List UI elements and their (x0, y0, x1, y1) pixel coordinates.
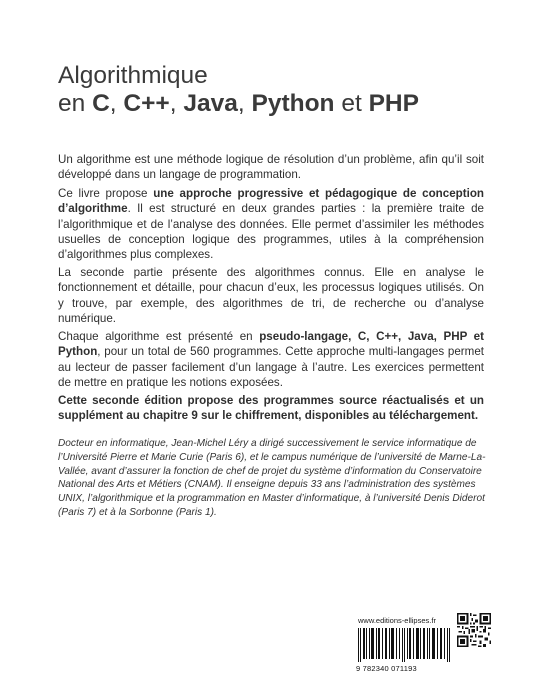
title-lang-c: C (92, 90, 110, 117)
title-lang-java: Java (183, 90, 238, 117)
paragraph-intro: Un algorithme est une méthode logique de résolution d’un problème, afin qu’il soit développé dans un langage de programmation. (58, 153, 484, 182)
barcode-icon (358, 628, 452, 662)
paragraph-second-part: La seconde partie présente des algorithmes connus. Elle en analyse le fonctionnement et détaille, pour chacun d’eux, les processus logiques utilisés. On y trouve, par exemple, des algorithmes de tri, de recherche ou d’analyse numérique. (58, 266, 484, 325)
title-sep-3: , (237, 90, 252, 117)
p2-text-bold: une approche progressive et pédagogique de conception d’algorithme (58, 187, 484, 216)
p4-text-bold: pseudo-langage, C, C++, Java, PHP et Python (58, 330, 484, 359)
paragraph-languages (58, 329, 484, 390)
isbn-number: 9 782340 071193 (356, 664, 417, 673)
title-line-1: Algorithmique (58, 62, 208, 89)
p2-text-c: . Il est structuré en deux grandes parties : la première traite de l’algorithmique et de l’analyse des données. Elle permet d’assimiler les méthodes usuelles de conception logique des programmes, utiles à la compréhension d’algorithmes plus complexes. (58, 202, 484, 262)
publisher-website: www.editions-ellipses.fr (358, 616, 436, 625)
author-bio: Docteur en informatique, Jean-Michel Léry a dirigé successivement le service informatique de l’Université Pierre et Marie Curie (Paris 6), et le campus numérique de l’université de Marne-La-Vallée, avant d’assurer la fonction de chef de projet du système d’information du Conservatoire National des Arts et Métiers (CNAM). Il enseigne depuis 33 ans l’administration des systèmes UNIX, l’algorithmique et la programmation en Master d’informatique, à l’université Denis Diderot (Paris 7) et à la Sorbonne (Paris 1). (58, 438, 486, 518)
title-sep-1: , (109, 90, 124, 117)
title-lang-cpp: C++ (123, 90, 170, 117)
title-line-2 (58, 90, 419, 118)
title-en: en (58, 90, 86, 117)
title-lang-python: Python (251, 90, 335, 117)
title-lang-php: PHP (368, 90, 419, 117)
p2-text-a: Ce livre propose (58, 187, 154, 200)
qr-code-icon (457, 613, 491, 647)
title-et: et (341, 90, 362, 117)
book-title (58, 62, 419, 118)
p4-text-c: , pour un total de 560 programmes. Cette approche multi-langages permet au lecteur de passer facilement d’un langage à l’autre. Les exercices permettent de mettre en pratique les notions exposées. (58, 345, 484, 389)
paragraph-structure (58, 186, 484, 262)
paragraph-second-edition: Cette seconde édition propose des programmes source réactualisés et un supplément au chapitre 9 sur le chiffrement, disponibles au téléchargement. (58, 394, 484, 423)
title-sep-2: , (169, 90, 184, 117)
p4-text-a: Chaque algorithme est présenté en (58, 330, 260, 343)
